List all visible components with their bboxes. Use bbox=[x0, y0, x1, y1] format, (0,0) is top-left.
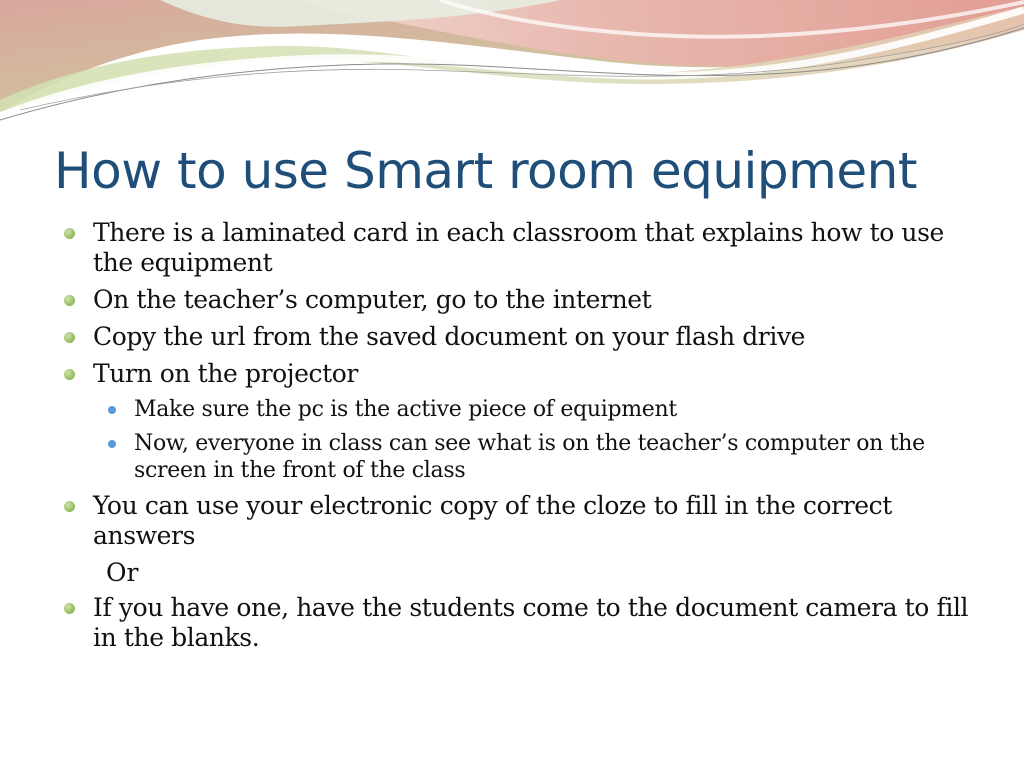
bullet-list bbox=[60, 218, 990, 660]
bullet-text: Copy the url from the saved document on your flash drive bbox=[93, 322, 806, 351]
or-text: Or bbox=[106, 558, 139, 587]
bullet-dot-icon bbox=[64, 332, 75, 343]
bullet-dot-icon bbox=[64, 295, 75, 306]
bullet-dot-icon bbox=[64, 501, 75, 512]
bullet-text: You can use your electronic copy of the cloze to fill in the correct answers bbox=[93, 491, 892, 550]
bullet-text: On the teacher’s computer, go to the internet bbox=[93, 285, 652, 314]
bullet-laminated-card bbox=[60, 218, 990, 278]
bullet-copy-url bbox=[60, 322, 990, 352]
bullet-document-camera bbox=[60, 593, 990, 653]
sub-bullet-everyone-can-see bbox=[93, 430, 990, 484]
bullet-dot-icon bbox=[64, 369, 75, 380]
bullet-go-to-internet bbox=[60, 285, 990, 315]
slide-title: How to use Smart room equipment bbox=[54, 142, 917, 200]
sub-bullet-dot-icon bbox=[108, 406, 116, 414]
bullet-electronic-cloze bbox=[60, 491, 990, 551]
bullet-text: If you have one, have the students come to the document camera to fill in the blanks. bbox=[93, 593, 969, 652]
bullet-dot-icon bbox=[64, 603, 75, 614]
bullet-turn-on-projector bbox=[60, 359, 990, 389]
bullet-text: There is a laminated card in each classroom that explains how to use the equipment bbox=[93, 218, 944, 277]
sub-bullet-dot-icon bbox=[108, 440, 116, 448]
sub-bullet-text: Now, everyone in class can see what is on the teacher’s computer on the screen in the front of the class bbox=[134, 431, 925, 483]
sub-bullet-text: Make sure the pc is the active piece of equipment bbox=[134, 397, 677, 422]
bullet-dot-icon bbox=[64, 228, 75, 239]
bullet-text: Turn on the projector bbox=[93, 359, 358, 388]
header-wave-decoration bbox=[0, 0, 1024, 130]
sub-bullet-active-pc bbox=[93, 396, 990, 423]
